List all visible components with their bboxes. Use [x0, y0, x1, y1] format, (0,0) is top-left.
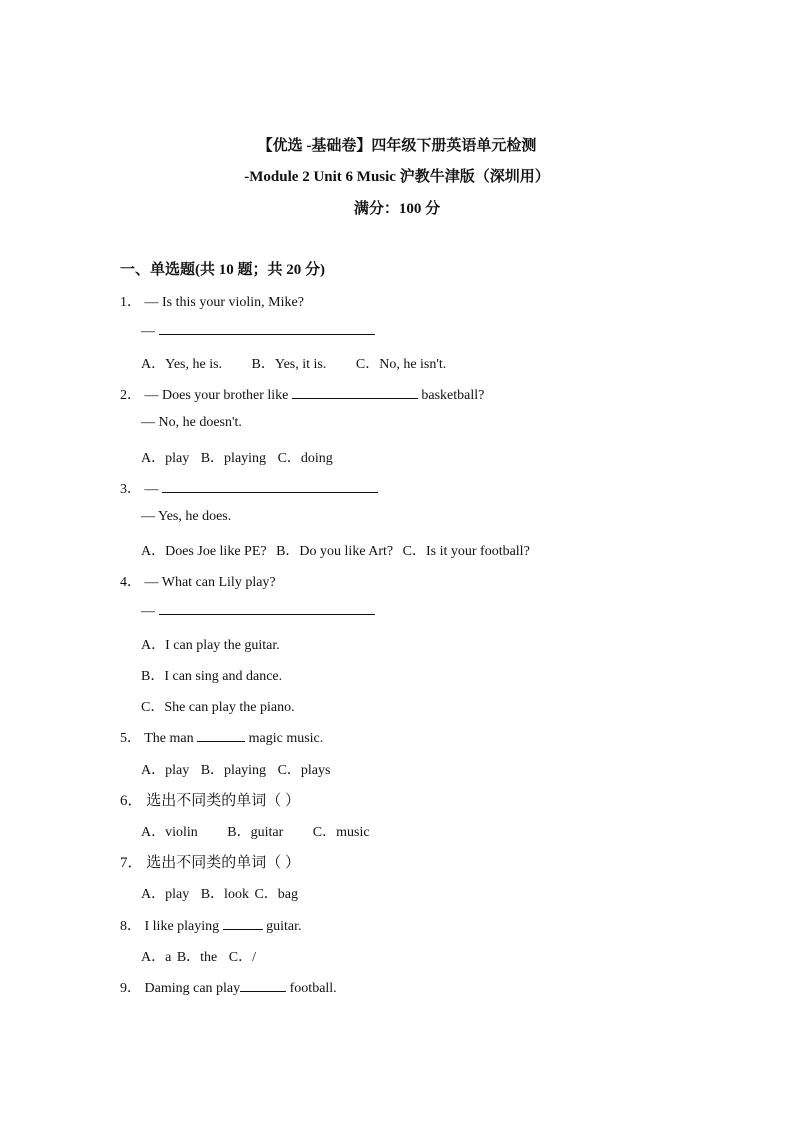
answer-blank[interactable] [197, 729, 245, 742]
question-number: 7． [120, 855, 143, 871]
question-number: 9． [120, 981, 141, 996]
answer-blank[interactable] [292, 386, 418, 399]
question-6: 6． 选出不同类的单词（ ） [120, 793, 301, 809]
question-5: 5． The man magic music. [120, 731, 324, 746]
options-row [141, 883, 298, 903]
question-4: 4． — What can Lily play? [120, 575, 276, 590]
total-score: 满分：100 分 [353, 201, 441, 217]
question-8: 8． I like playing guitar. [120, 919, 302, 934]
option-c[interactable]: C．Is it your football? [402, 544, 530, 559]
question-number: 8． [120, 919, 141, 934]
options-row [141, 946, 256, 966]
question-3: 3． — [120, 478, 378, 498]
option-b[interactable]: B．guitar [227, 825, 284, 840]
answer-blank[interactable] [223, 917, 263, 930]
option-c[interactable]: C．plays [277, 763, 331, 778]
option-c[interactable]: C．/ [228, 950, 257, 965]
question-7: 7． 选出不同类的单词（ ） [120, 855, 301, 871]
answer-line: — [141, 602, 375, 620]
question-number: 6． [120, 793, 143, 809]
question-2: 2． — Does your brother like basketball? [120, 388, 485, 403]
question-number: 1． [120, 295, 141, 310]
option-a[interactable]: A．Yes, he is. [141, 357, 223, 372]
option-a[interactable]: A．play [141, 763, 190, 778]
answer-line: — [141, 322, 375, 340]
question-number: 2． [120, 388, 141, 403]
option-b[interactable]: B．I can sing and dance. [141, 669, 283, 684]
option-c[interactable]: C．music [312, 825, 370, 840]
option-b[interactable]: B．the [176, 950, 218, 965]
option-b[interactable]: B．playing [200, 451, 267, 466]
question-1 [120, 291, 304, 311]
option-a[interactable]: A．play [141, 887, 190, 902]
question-stem: — Is this your violin, Mike? [144, 295, 304, 310]
option-a[interactable]: A．violin [141, 825, 198, 840]
answer-blank[interactable] [162, 480, 378, 493]
section-heading: 一、单选题(共 10 题；共 20 分) [120, 262, 325, 278]
doc-title: 【优选 -基础卷】四年级下册英语单元检测 [257, 138, 537, 154]
question-number: 4． [120, 575, 141, 590]
options-row [141, 353, 446, 373]
question-number: 3． [120, 482, 141, 497]
option-c[interactable]: C．She can play the piano. [141, 700, 295, 715]
options-row [141, 540, 530, 560]
option-a[interactable]: A．a [141, 950, 172, 965]
question-9: 9． Daming can play football. [120, 981, 337, 996]
option-c[interactable]: C．doing [277, 451, 333, 466]
option-b[interactable]: B．playing [200, 763, 267, 778]
option-b[interactable]: B．Yes, it is. [251, 357, 327, 372]
option-a[interactable]: A．I can play the guitar. [141, 638, 280, 653]
options-row [141, 759, 330, 779]
option-b[interactable]: B．look [200, 887, 249, 902]
answer-blank[interactable] [159, 602, 375, 615]
answer-blank[interactable] [159, 322, 375, 335]
options-row [141, 447, 333, 467]
question-number: 5． [120, 731, 141, 746]
reply-line: — Yes, he does. [141, 509, 232, 524]
option-a[interactable]: A．Does Joe like PE? [141, 544, 267, 559]
doc-subtitle: -Module 2 Unit 6 Music 沪教牛津版（深圳用） [244, 169, 550, 185]
answer-blank[interactable] [240, 979, 286, 992]
option-c[interactable]: C．No, he isn't. [355, 357, 447, 372]
reply-line: — No, he doesn't. [141, 415, 242, 430]
option-b[interactable]: B．Do you like Art? [276, 544, 394, 559]
option-c[interactable]: C．bag [254, 887, 299, 902]
options-row [141, 821, 370, 841]
option-a[interactable]: A．play [141, 451, 190, 466]
